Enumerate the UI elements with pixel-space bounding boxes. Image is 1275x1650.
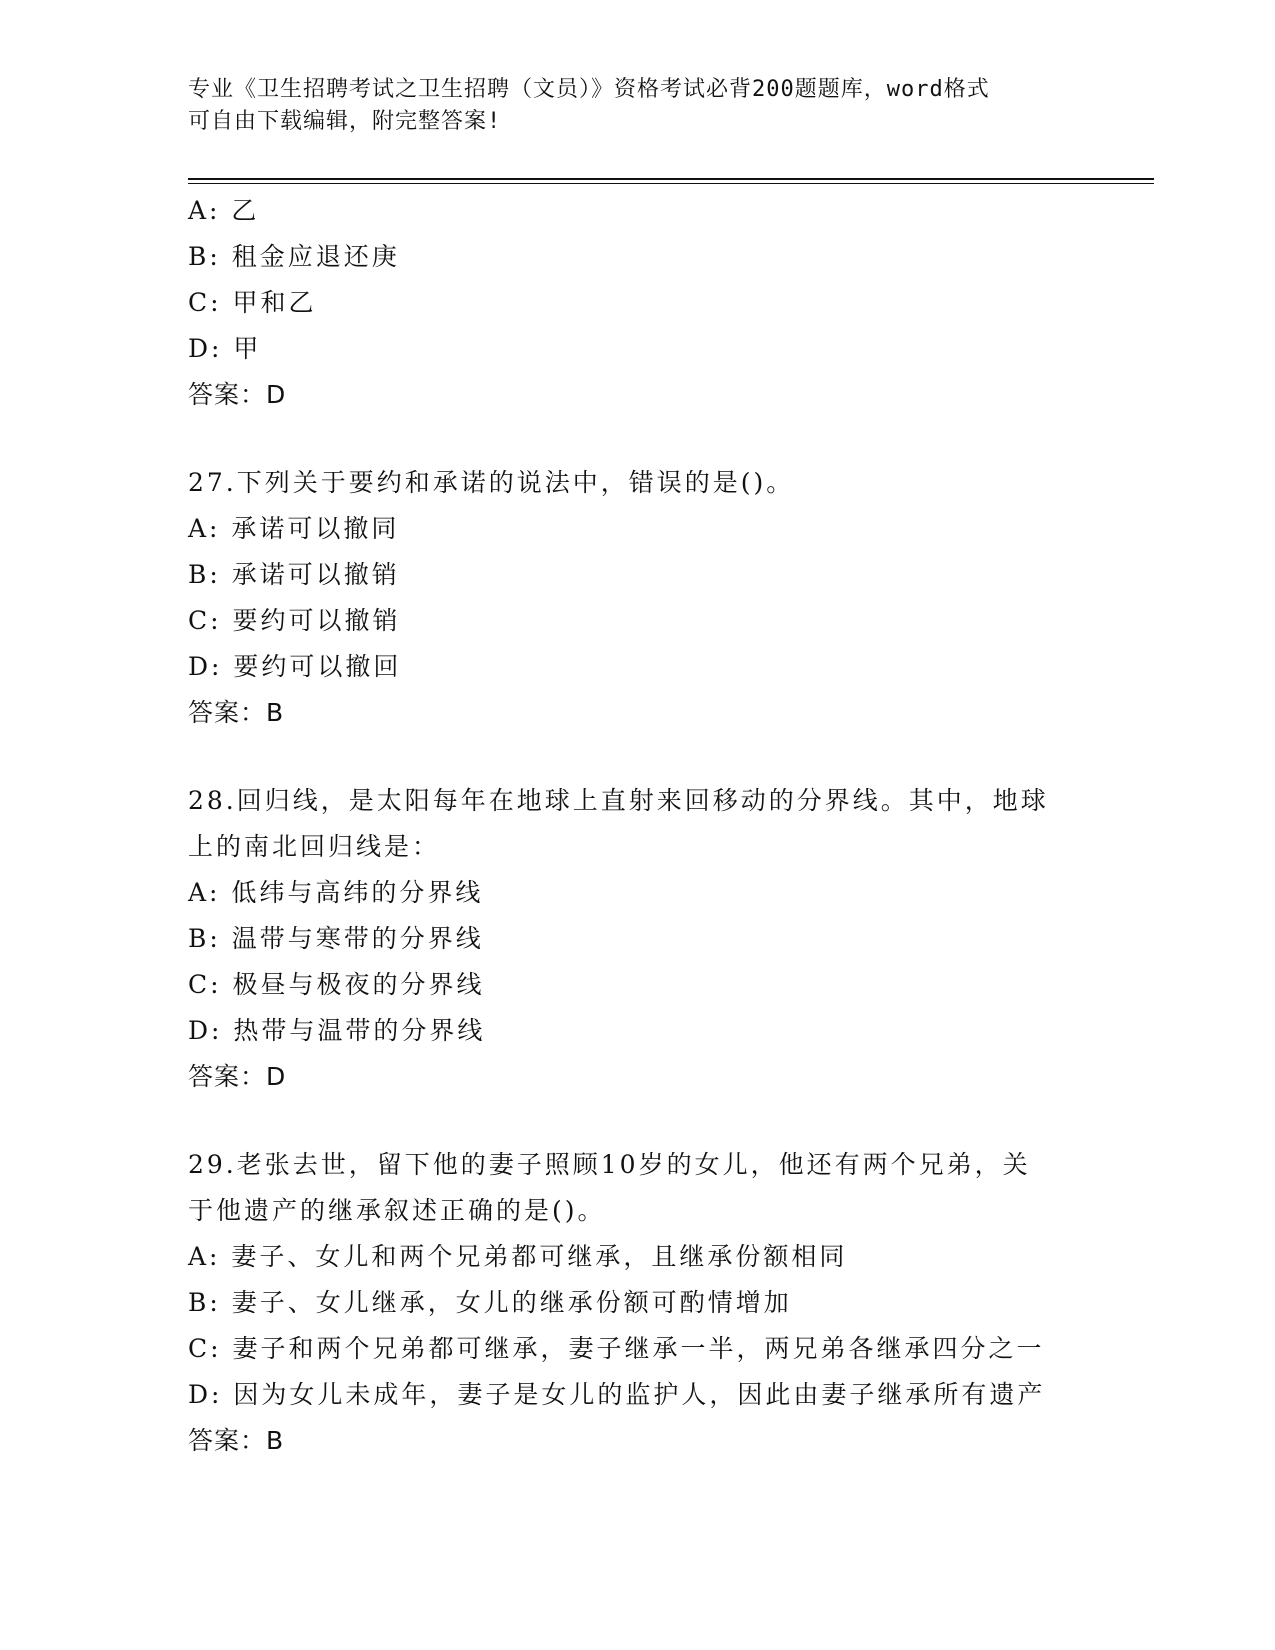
header-divider-thick [188, 178, 1154, 180]
option-d: D: 热带与温带的分界线 [188, 1016, 486, 1045]
question-27 [188, 460, 1088, 736]
option-d: D: 甲 [188, 334, 262, 363]
option-a: A: 乙 [188, 196, 260, 225]
option-d: D: 因为女儿未成年，妻子是女儿的监护人，因此由妻子继承所有遗产 [188, 1380, 1046, 1409]
answer-line: 答案：B [188, 698, 285, 727]
option-a: A: 低纬与高纬的分界线 [188, 878, 484, 907]
question-spacer [188, 736, 1088, 778]
option-b: B: 租金应退还庚 [188, 242, 400, 271]
header-divider-thin [188, 183, 1154, 184]
question-26 [188, 188, 1088, 418]
option-c: C: 要约可以撤销 [188, 606, 401, 635]
question-spacer [188, 1100, 1088, 1142]
option-c: C: 甲和乙 [188, 288, 317, 317]
question-stem-line-1: 28.回归线，是太阳每年在地球上直射来回移动的分界线。其中，地球 [188, 786, 1049, 815]
question-stem-line-2: 于他遗产的继承叙述正确的是()。 [188, 1196, 606, 1225]
option-b: B: 妻子、女儿继承，女儿的继承份额可酌情增加 [188, 1288, 792, 1317]
option-b: B: 温带与寒带的分界线 [188, 924, 484, 953]
header-title-line-1: 专业《卫生招聘考试之卫生招聘（文员）》资格考试必背200题题库，word格式 [188, 77, 990, 102]
answer-line: 答案：B [188, 1426, 285, 1455]
option-d: D: 要约可以撤回 [188, 652, 402, 681]
question-stem-line-2: 上的南北回归线是： [188, 832, 441, 861]
question-28 [188, 778, 1088, 1100]
question-stem: 27.下列关于要约和承诺的说法中，错误的是()。 [188, 468, 795, 497]
document-header [188, 74, 1088, 138]
answer-line: 答案：D [188, 1062, 287, 1091]
option-b: B: 承诺可以撤销 [188, 560, 400, 589]
question-list [188, 188, 1088, 1464]
question-stem-line-1: 29.老张去世，留下他的妻子照顾10岁的女儿，他还有两个兄弟，关 [188, 1150, 1031, 1179]
answer-line: 答案：D [188, 380, 287, 409]
question-spacer [188, 418, 1088, 460]
question-29 [188, 1142, 1088, 1464]
option-a: A: 妻子、女儿和两个兄弟都可继承，且继承份额相同 [188, 1242, 848, 1271]
option-c: C: 极昼与极夜的分界线 [188, 970, 485, 999]
option-a: A: 承诺可以撤同 [188, 514, 400, 543]
header-title-line-2: 可自由下载编辑，附完整答案! [188, 109, 502, 134]
option-c: C: 妻子和两个兄弟都可继承，妻子继承一半，两兄弟各继承四分之一 [188, 1334, 1045, 1363]
